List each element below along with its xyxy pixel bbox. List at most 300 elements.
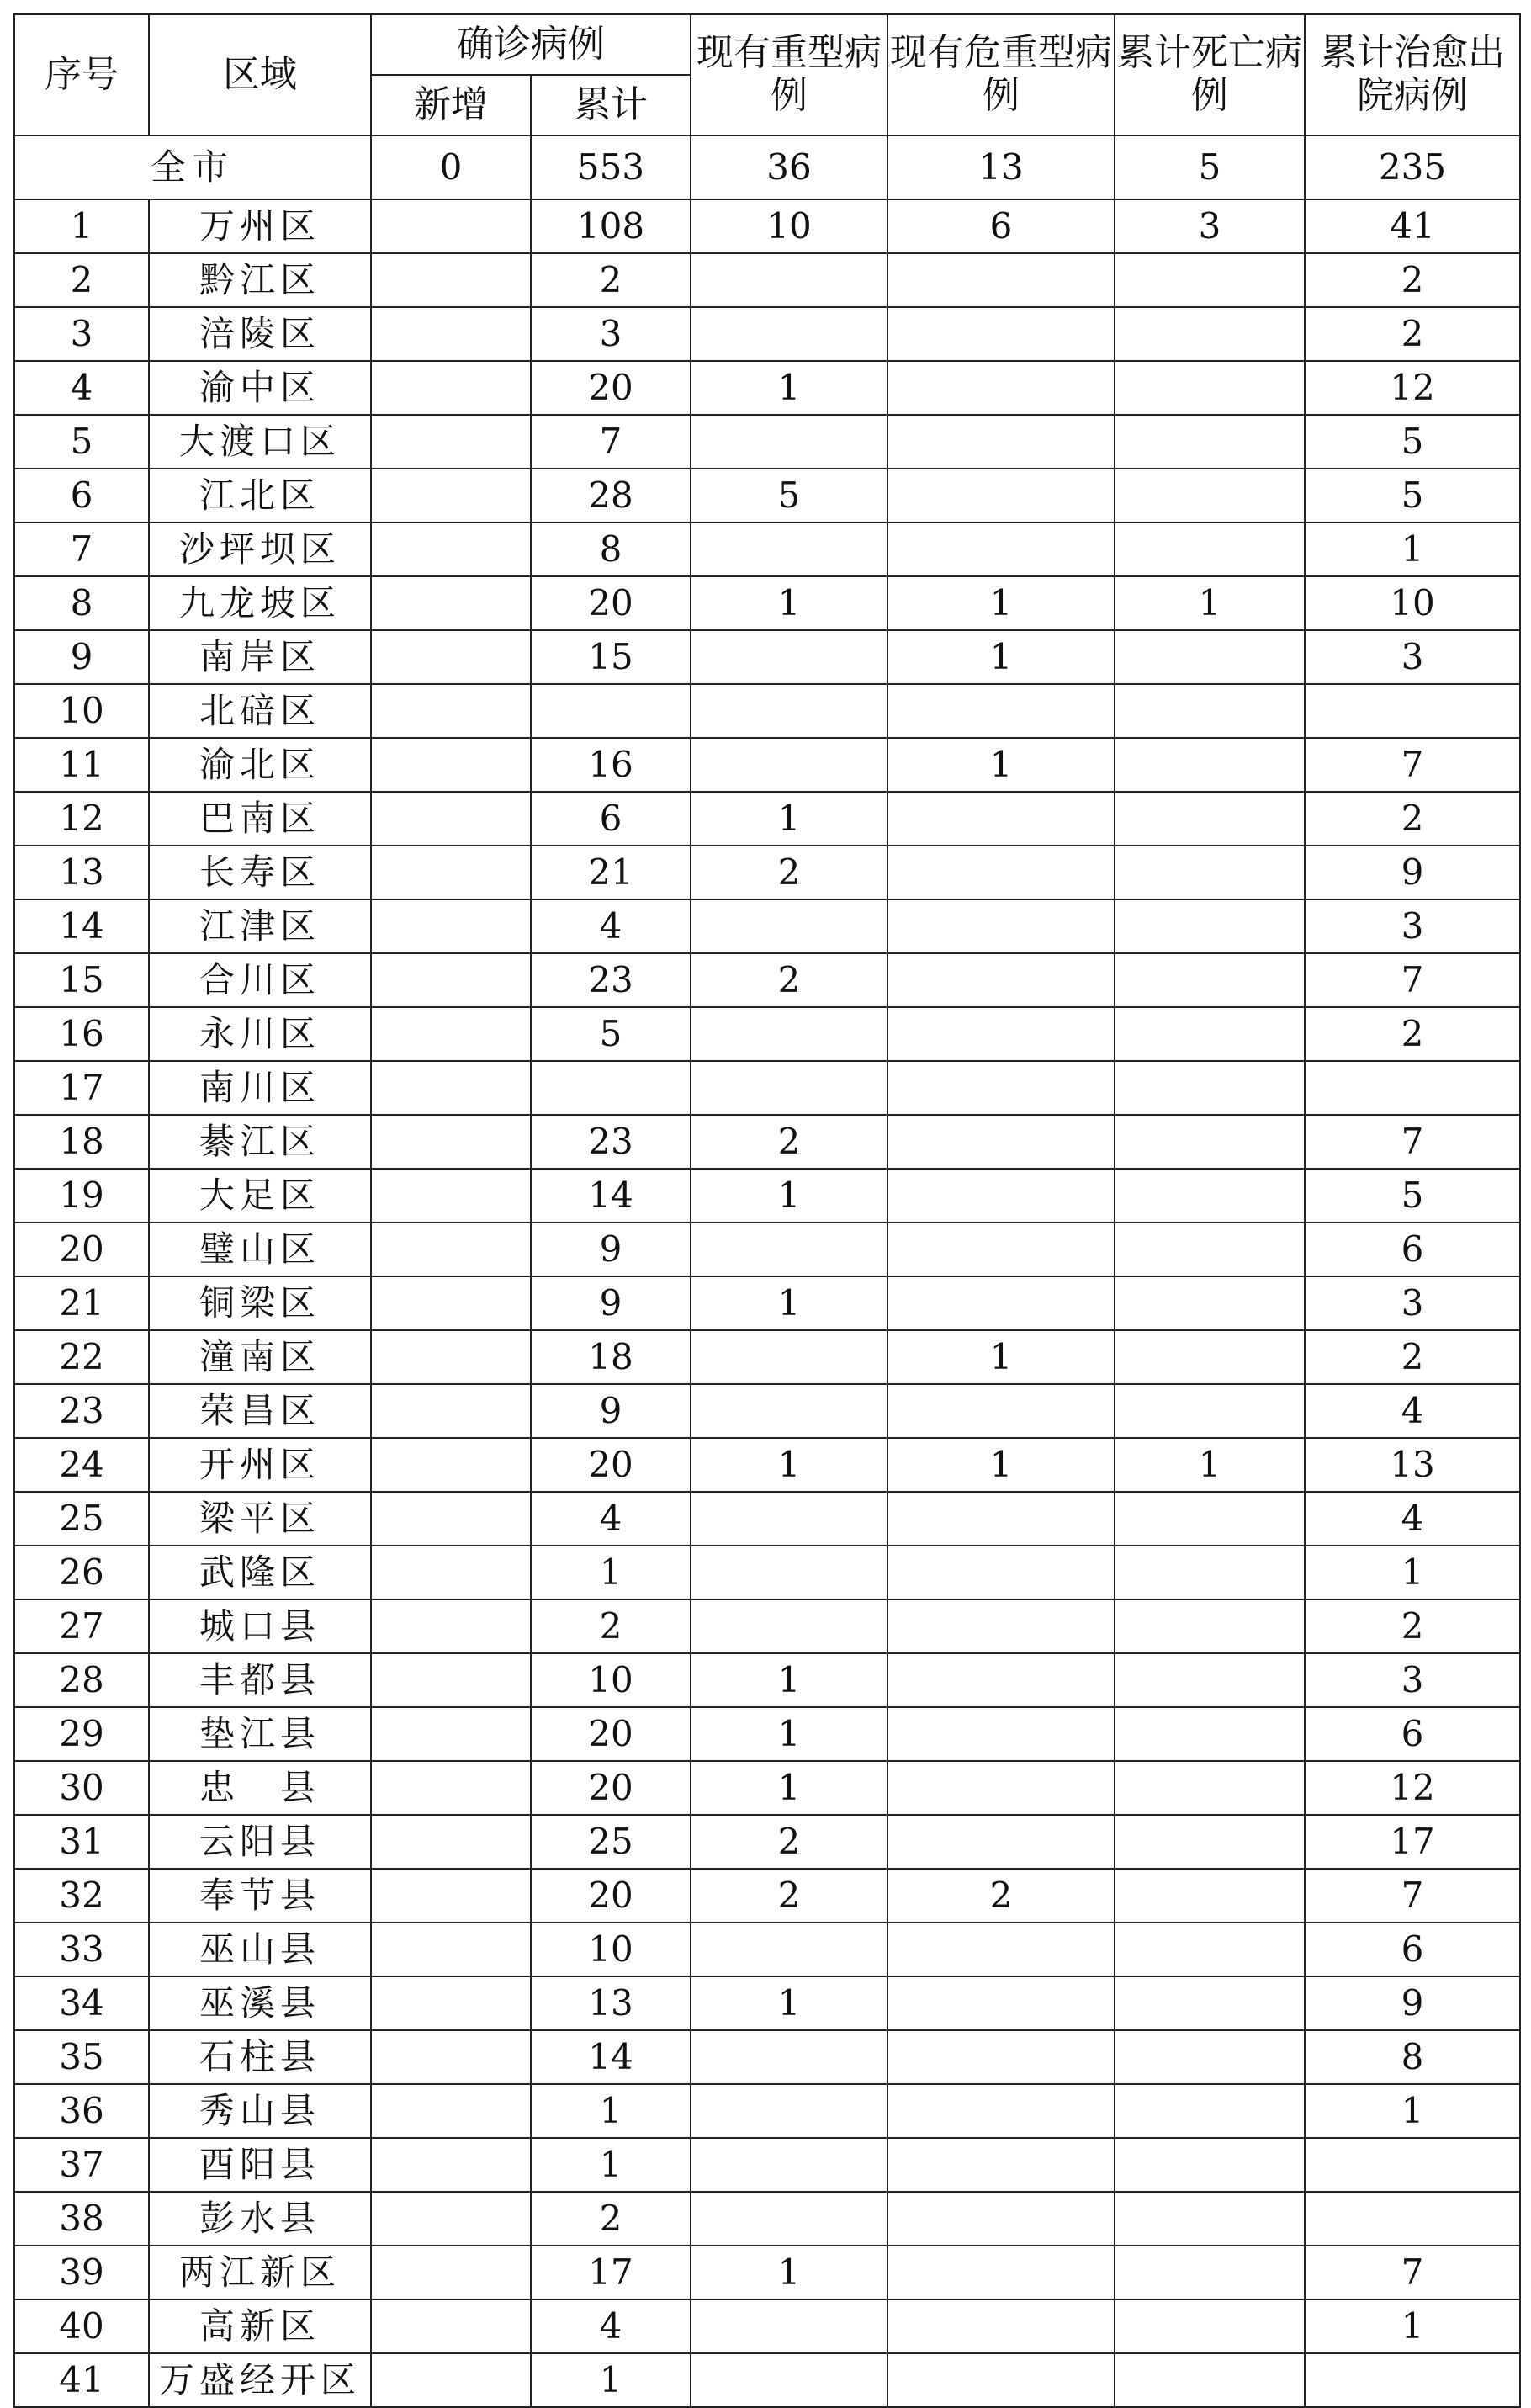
row-severe [691, 1546, 887, 1599]
row-new [371, 792, 531, 846]
row-seq: 33 [14, 1923, 149, 1976]
row-new [371, 522, 531, 576]
row-deaths: 3 [1115, 199, 1305, 253]
row-region: 长寿区 [149, 846, 371, 899]
row-deaths [1115, 1976, 1305, 2030]
row-cumulative: 3 [531, 307, 691, 361]
row-critical [887, 1223, 1115, 1276]
row-cured [1305, 2192, 1520, 2246]
table-row [14, 2084, 1520, 2138]
row-deaths [1115, 2084, 1305, 2138]
row-region: 荣昌区 [149, 1384, 371, 1438]
row-cured: 4 [1305, 1492, 1520, 1546]
row-cured: 7 [1305, 1115, 1520, 1169]
header-new: 新增 [371, 75, 531, 135]
row-new [371, 1438, 531, 1492]
row-severe [691, 2299, 887, 2353]
row-severe [691, 2030, 887, 2084]
row-cumulative: 20 [531, 1438, 691, 1492]
row-deaths [1115, 469, 1305, 522]
row-severe: 10 [691, 199, 887, 253]
row-cured: 6 [1305, 1923, 1520, 1976]
header-seq: 序号 [14, 14, 149, 135]
header-cured: 累计治愈出院病例 [1305, 14, 1520, 135]
row-deaths [1115, 899, 1305, 953]
row-seq: 5 [14, 415, 149, 469]
row-cumulative: 1 [531, 2084, 691, 2138]
row-critical [887, 1492, 1115, 1546]
row-critical [887, 1061, 1115, 1115]
row-critical [887, 307, 1115, 361]
row-cured: 13 [1305, 1438, 1520, 1492]
row-critical [887, 361, 1115, 415]
row-seq: 38 [14, 2192, 149, 2246]
row-critical [887, 1546, 1115, 1599]
row-new [371, 469, 531, 522]
table-row [14, 1169, 1520, 1223]
row-deaths [1115, 522, 1305, 576]
table-row [14, 576, 1520, 630]
row-deaths [1115, 1384, 1305, 1438]
row-seq: 27 [14, 1599, 149, 1653]
row-region: 潼南区 [149, 1330, 371, 1384]
row-cured: 9 [1305, 846, 1520, 899]
row-region: 江北区 [149, 469, 371, 522]
row-deaths [1115, 1815, 1305, 1869]
row-deaths [1115, 415, 1305, 469]
total-cured: 235 [1305, 135, 1520, 199]
row-cumulative: 9 [531, 1384, 691, 1438]
row-critical: 1 [887, 1330, 1115, 1384]
row-cured: 1 [1305, 2084, 1520, 2138]
row-region: 梁平区 [149, 1492, 371, 1546]
row-critical: 1 [887, 630, 1115, 684]
row-cumulative: 2 [531, 2192, 691, 2246]
table-row [14, 469, 1520, 522]
row-severe: 1 [691, 792, 887, 846]
row-new [371, 1061, 531, 1115]
row-new [371, 1599, 531, 1653]
row-new [371, 1384, 531, 1438]
row-severe: 1 [691, 1761, 887, 1815]
row-new [371, 253, 531, 307]
table-row [14, 1061, 1520, 1115]
row-critical [887, 2299, 1115, 2353]
row-severe: 1 [691, 576, 887, 630]
row-severe [691, 307, 887, 361]
row-seq: 19 [14, 1169, 149, 1223]
row-seq: 34 [14, 1976, 149, 2030]
row-seq: 15 [14, 953, 149, 1007]
row-region: 铜梁区 [149, 1276, 371, 1330]
row-deaths [1115, 1330, 1305, 1384]
row-cured [1305, 684, 1520, 738]
table-row [14, 1115, 1520, 1169]
row-cured: 7 [1305, 2246, 1520, 2299]
row-deaths [1115, 2299, 1305, 2353]
row-region: 璧山区 [149, 1223, 371, 1276]
row-deaths [1115, 1007, 1305, 1061]
row-cured: 2 [1305, 253, 1520, 307]
table-row [14, 684, 1520, 738]
row-cured: 3 [1305, 1653, 1520, 1707]
row-severe [691, 899, 887, 953]
row-seq: 25 [14, 1492, 149, 1546]
row-severe: 2 [691, 1115, 887, 1169]
row-region: 酉阳县 [149, 2138, 371, 2192]
row-critical [887, 1815, 1115, 1869]
row-deaths [1115, 1115, 1305, 1169]
row-critical [887, 1761, 1115, 1815]
row-severe [691, 1223, 887, 1276]
table-row [14, 2299, 1520, 2353]
row-cured: 2 [1305, 1599, 1520, 1653]
row-new [371, 1169, 531, 1223]
row-cumulative: 20 [531, 1707, 691, 1761]
total-new: 0 [371, 135, 531, 199]
row-critical [887, 2030, 1115, 2084]
row-severe: 2 [691, 953, 887, 1007]
table-row [14, 1546, 1520, 1599]
table-row [14, 1761, 1520, 1815]
row-cumulative: 108 [531, 199, 691, 253]
row-cured: 3 [1305, 630, 1520, 684]
row-critical [887, 1923, 1115, 1976]
table-row [14, 1223, 1520, 1276]
row-region: 秀山县 [149, 2084, 371, 2138]
row-severe [691, 253, 887, 307]
row-cumulative: 20 [531, 1869, 691, 1923]
row-region: 大渡口区 [149, 415, 371, 469]
row-region: 万州区 [149, 199, 371, 253]
row-cured: 6 [1305, 1707, 1520, 1761]
row-critical [887, 1169, 1115, 1223]
table-row [14, 1007, 1520, 1061]
row-severe [691, 1384, 887, 1438]
row-seq: 30 [14, 1761, 149, 1815]
row-seq: 12 [14, 792, 149, 846]
row-new [371, 1976, 531, 2030]
cases-table [13, 13, 1521, 2408]
row-critical [887, 792, 1115, 846]
row-critical [887, 1599, 1115, 1653]
row-cured: 3 [1305, 899, 1520, 953]
row-severe: 1 [691, 1976, 887, 2030]
row-region: 奉节县 [149, 1869, 371, 1923]
row-region: 开州区 [149, 1438, 371, 1492]
row-cumulative: 1 [531, 2353, 691, 2407]
table-row [14, 2353, 1520, 2407]
row-region: 垫江县 [149, 1707, 371, 1761]
table-body [14, 135, 1520, 2407]
row-cured: 41 [1305, 199, 1520, 253]
row-cured: 12 [1305, 361, 1520, 415]
row-cured: 2 [1305, 1007, 1520, 1061]
row-seq: 31 [14, 1815, 149, 1869]
row-region: 巫山县 [149, 1923, 371, 1976]
row-cumulative: 9 [531, 1223, 691, 1276]
row-cured: 7 [1305, 1869, 1520, 1923]
row-seq: 21 [14, 1276, 149, 1330]
row-seq: 9 [14, 630, 149, 684]
row-severe [691, 2138, 887, 2192]
row-severe: 2 [691, 1869, 887, 1923]
row-severe [691, 1599, 887, 1653]
row-deaths [1115, 738, 1305, 792]
row-deaths [1115, 2138, 1305, 2192]
row-seq: 37 [14, 2138, 149, 2192]
row-cured: 5 [1305, 469, 1520, 522]
row-seq: 13 [14, 846, 149, 899]
table-row [14, 899, 1520, 953]
row-new [371, 2192, 531, 2246]
row-region: 两江新区 [149, 2246, 371, 2299]
row-deaths [1115, 1923, 1305, 1976]
row-critical [887, 1007, 1115, 1061]
row-critical [887, 1276, 1115, 1330]
table-row [14, 846, 1520, 899]
row-cured [1305, 2138, 1520, 2192]
row-seq: 18 [14, 1115, 149, 1169]
table-row [14, 630, 1520, 684]
table-row [14, 2192, 1520, 2246]
row-seq: 24 [14, 1438, 149, 1492]
row-seq: 7 [14, 522, 149, 576]
row-cured: 5 [1305, 415, 1520, 469]
row-cumulative: 13 [531, 1976, 691, 2030]
row-severe: 1 [691, 2246, 887, 2299]
row-new [371, 2138, 531, 2192]
row-region: 丰都县 [149, 1653, 371, 1707]
row-new [371, 2299, 531, 2353]
row-deaths: 1 [1115, 1438, 1305, 1492]
row-seq: 2 [14, 253, 149, 307]
row-new [371, 415, 531, 469]
row-deaths [1115, 1169, 1305, 1223]
row-new [371, 2030, 531, 2084]
row-critical [887, 846, 1115, 899]
row-critical: 1 [887, 1438, 1115, 1492]
row-new [371, 684, 531, 738]
row-critical: 1 [887, 738, 1115, 792]
row-severe [691, 415, 887, 469]
table-row [14, 2138, 1520, 2192]
table-row [14, 2246, 1520, 2299]
row-cumulative: 21 [531, 846, 691, 899]
row-new [371, 738, 531, 792]
row-new [371, 899, 531, 953]
row-critical [887, 2138, 1115, 2192]
row-critical: 2 [887, 1869, 1115, 1923]
row-new [371, 630, 531, 684]
row-deaths [1115, 684, 1305, 738]
row-region: 云阳县 [149, 1815, 371, 1869]
row-critical [887, 469, 1115, 522]
row-region: 彭水县 [149, 2192, 371, 2246]
row-severe: 2 [691, 846, 887, 899]
total-deaths: 5 [1115, 135, 1305, 199]
row-new [371, 1761, 531, 1815]
row-new [371, 307, 531, 361]
table-row [14, 1869, 1520, 1923]
total-cumulative: 553 [531, 135, 691, 199]
row-critical [887, 1384, 1115, 1438]
row-cured: 6 [1305, 1223, 1520, 1276]
row-cured: 9 [1305, 1976, 1520, 2030]
row-cumulative: 9 [531, 1276, 691, 1330]
row-severe: 5 [691, 469, 887, 522]
row-seq: 3 [14, 307, 149, 361]
table-row [14, 1976, 1520, 2030]
row-seq: 6 [14, 469, 149, 522]
row-cumulative: 4 [531, 2299, 691, 2353]
row-deaths [1115, 361, 1305, 415]
row-seq: 35 [14, 2030, 149, 2084]
row-severe: 2 [691, 1815, 887, 1869]
row-severe: 1 [691, 1653, 887, 1707]
row-region: 永川区 [149, 1007, 371, 1061]
row-deaths [1115, 2192, 1305, 2246]
table-row [14, 199, 1520, 253]
row-critical: 1 [887, 576, 1115, 630]
row-severe [691, 1492, 887, 1546]
row-region: 高新区 [149, 2299, 371, 2353]
table-row [14, 2030, 1520, 2084]
table-row [14, 1923, 1520, 1976]
row-cured [1305, 2353, 1520, 2407]
row-cumulative: 28 [531, 469, 691, 522]
header-region: 区域 [149, 14, 371, 135]
row-deaths [1115, 1653, 1305, 1707]
row-seq: 14 [14, 899, 149, 953]
row-severe [691, 2353, 887, 2407]
row-cured: 2 [1305, 307, 1520, 361]
row-deaths [1115, 307, 1305, 361]
row-new [371, 1007, 531, 1061]
row-seq: 26 [14, 1546, 149, 1599]
row-cumulative: 2 [531, 253, 691, 307]
row-severe: 1 [691, 361, 887, 415]
row-region: 綦江区 [149, 1115, 371, 1169]
table-row [14, 738, 1520, 792]
row-cumulative: 17 [531, 2246, 691, 2299]
row-cumulative: 15 [531, 630, 691, 684]
table-row [14, 1384, 1520, 1438]
row-cumulative: 2 [531, 1599, 691, 1653]
row-new [371, 1276, 531, 1330]
row-cumulative: 4 [531, 899, 691, 953]
row-seq: 22 [14, 1330, 149, 1384]
row-critical [887, 899, 1115, 953]
row-cured: 1 [1305, 2299, 1520, 2353]
row-cumulative: 6 [531, 792, 691, 846]
row-critical [887, 953, 1115, 1007]
row-deaths [1115, 1869, 1305, 1923]
table-row [14, 1330, 1520, 1384]
total-critical: 13 [887, 135, 1115, 199]
row-severe [691, 522, 887, 576]
row-cumulative: 14 [531, 2030, 691, 2084]
row-deaths: 1 [1115, 576, 1305, 630]
row-new [371, 1815, 531, 1869]
row-critical [887, 1115, 1115, 1169]
row-cumulative [531, 684, 691, 738]
row-cumulative: 23 [531, 1115, 691, 1169]
row-new [371, 1707, 531, 1761]
row-critical [887, 415, 1115, 469]
row-region: 武隆区 [149, 1546, 371, 1599]
row-cumulative: 5 [531, 1007, 691, 1061]
row-deaths [1115, 630, 1305, 684]
row-new [371, 361, 531, 415]
row-seq: 36 [14, 2084, 149, 2138]
header-cumulative: 累计 [531, 75, 691, 135]
row-cured: 5 [1305, 1169, 1520, 1223]
row-region: 大足区 [149, 1169, 371, 1223]
row-seq: 32 [14, 1869, 149, 1923]
row-critical: 6 [887, 199, 1115, 253]
row-cumulative: 20 [531, 1761, 691, 1815]
row-new [371, 1115, 531, 1169]
row-critical [887, 684, 1115, 738]
row-new [371, 1653, 531, 1707]
row-deaths [1115, 1492, 1305, 1546]
row-deaths [1115, 1061, 1305, 1115]
table-row [14, 1276, 1520, 1330]
row-cumulative: 4 [531, 1492, 691, 1546]
row-severe [691, 684, 887, 738]
row-cumulative: 18 [531, 1330, 691, 1384]
row-cured: 17 [1305, 1815, 1520, 1869]
row-seq: 39 [14, 2246, 149, 2299]
row-severe: 1 [691, 1438, 887, 1492]
row-seq: 8 [14, 576, 149, 630]
header-confirmed: 确诊病例 [371, 14, 691, 75]
total-label: 全市 [14, 135, 371, 199]
row-new [371, 953, 531, 1007]
row-region: 石柱县 [149, 2030, 371, 2084]
row-severe [691, 1923, 887, 1976]
row-cumulative: 14 [531, 1169, 691, 1223]
row-cumulative: 1 [531, 1546, 691, 1599]
row-deaths [1115, 1546, 1305, 1599]
row-critical [887, 1707, 1115, 1761]
row-severe [691, 1007, 887, 1061]
row-cumulative: 25 [531, 1815, 691, 1869]
row-region: 九龙坡区 [149, 576, 371, 630]
row-cured: 1 [1305, 1546, 1520, 1599]
table-row [14, 953, 1520, 1007]
row-severe [691, 2084, 887, 2138]
row-region: 渝北区 [149, 738, 371, 792]
row-deaths [1115, 1707, 1305, 1761]
row-cured: 2 [1305, 1330, 1520, 1384]
row-seq: 40 [14, 2299, 149, 2353]
row-new [371, 576, 531, 630]
row-seq: 10 [14, 684, 149, 738]
row-new [371, 2246, 531, 2299]
row-new [371, 2353, 531, 2407]
table-row [14, 522, 1520, 576]
row-deaths [1115, 792, 1305, 846]
row-cured: 12 [1305, 1761, 1520, 1815]
row-cured: 8 [1305, 2030, 1520, 2084]
row-cured: 4 [1305, 1384, 1520, 1438]
row-deaths [1115, 953, 1305, 1007]
table-row [14, 1492, 1520, 1546]
table-row [14, 1599, 1520, 1653]
table-row [14, 361, 1520, 415]
